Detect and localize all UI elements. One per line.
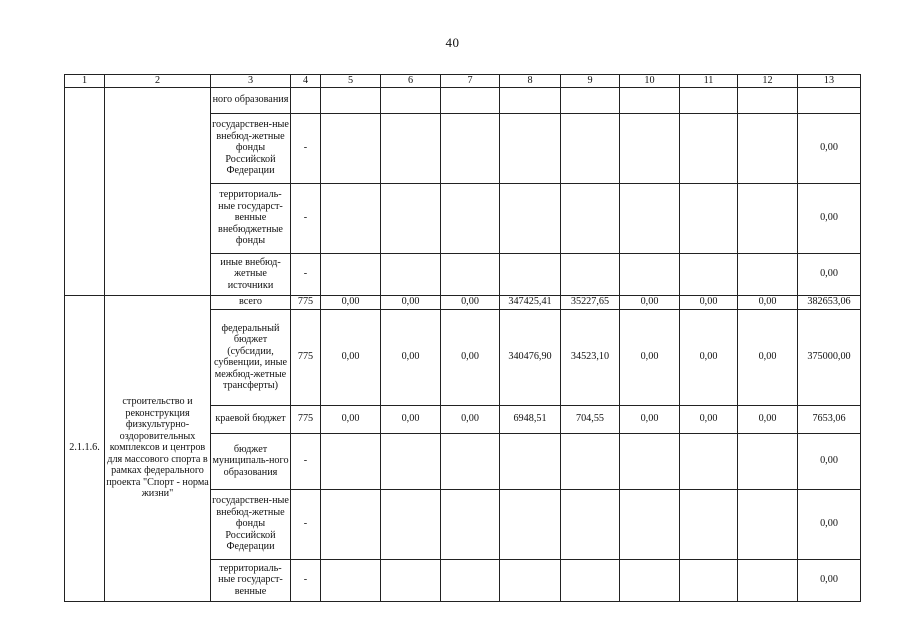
cell-c9 — [561, 489, 620, 559]
cell-c11 — [680, 113, 738, 183]
cell-c8 — [500, 253, 561, 295]
cell-c7 — [441, 87, 500, 113]
cell-c5 — [321, 253, 381, 295]
cell-c13: 0,00 — [798, 253, 861, 295]
column-header: 6 — [381, 75, 441, 88]
cell-c7 — [441, 489, 500, 559]
column-header: 8 — [500, 75, 561, 88]
cell-c8 — [500, 559, 561, 601]
column-header: 7 — [441, 75, 500, 88]
cell-c11 — [680, 489, 738, 559]
column-header: 5 — [321, 75, 381, 88]
cell-c13: 0,00 — [798, 489, 861, 559]
source-cell: бюджет муниципаль-ного образования — [211, 433, 291, 489]
cell-c8 — [500, 433, 561, 489]
cell-c12 — [738, 433, 798, 489]
column-header: 9 — [561, 75, 620, 88]
cell-c9 — [561, 87, 620, 113]
cell-c8: 340476,90 — [500, 309, 561, 405]
cell-c4 — [291, 87, 321, 113]
cell-c5 — [321, 433, 381, 489]
cell-c5 — [321, 559, 381, 601]
cell-c7 — [441, 433, 500, 489]
cell-c9 — [561, 253, 620, 295]
cell-c10: 0,00 — [620, 405, 680, 433]
cell-c9: 35227,65 — [561, 295, 620, 309]
title-cell-empty — [105, 87, 211, 295]
cell-c12 — [738, 183, 798, 253]
column-header: 12 — [738, 75, 798, 88]
cell-c5: 0,00 — [321, 405, 381, 433]
cell-c5 — [321, 87, 381, 113]
cell-c4: - — [291, 559, 321, 601]
source-cell: федеральный бюджет (субсидии, субвенции, иные межбюд-жетные трансферты) — [211, 309, 291, 405]
cell-c11 — [680, 559, 738, 601]
cell-c10 — [620, 433, 680, 489]
cell-c10 — [620, 113, 680, 183]
cell-c7 — [441, 253, 500, 295]
cell-c4: - — [291, 489, 321, 559]
cell-c13: 0,00 — [798, 113, 861, 183]
column-header: 13 — [798, 75, 861, 88]
cell-c4: 775 — [291, 405, 321, 433]
cell-c13: 375000,00 — [798, 309, 861, 405]
cell-c13: 7653,06 — [798, 405, 861, 433]
cell-c13: 0,00 — [798, 183, 861, 253]
cell-c9: 34523,10 — [561, 309, 620, 405]
cell-c5 — [321, 489, 381, 559]
table-row — [65, 295, 861, 309]
column-header: 11 — [680, 75, 738, 88]
cell-c11: 0,00 — [680, 405, 738, 433]
cell-c8 — [500, 113, 561, 183]
cell-c12: 0,00 — [738, 405, 798, 433]
cell-c12 — [738, 253, 798, 295]
cell-c5 — [321, 113, 381, 183]
cell-c9 — [561, 113, 620, 183]
cell-c7: 0,00 — [441, 405, 500, 433]
cell-c9: 704,55 — [561, 405, 620, 433]
cell-c6 — [381, 113, 441, 183]
source-cell: ного образования — [211, 87, 291, 113]
cell-c6 — [381, 559, 441, 601]
cell-c6 — [381, 253, 441, 295]
cell-c12: 0,00 — [738, 309, 798, 405]
cell-c4: - — [291, 433, 321, 489]
source-cell: иные внебюд-жетные источники — [211, 253, 291, 295]
cell-c5: 0,00 — [321, 295, 381, 309]
cell-c10 — [620, 87, 680, 113]
source-cell: государствен-ные внебюд-жетные фонды Российской Федерации — [211, 113, 291, 183]
cell-c8: 347425,41 — [500, 295, 561, 309]
cell-c4: - — [291, 183, 321, 253]
cell-c11: 0,00 — [680, 295, 738, 309]
cell-c12 — [738, 489, 798, 559]
cell-c4: 775 — [291, 309, 321, 405]
column-header: 4 — [291, 75, 321, 88]
column-header: 10 — [620, 75, 680, 88]
cell-c13: 0,00 — [798, 433, 861, 489]
cell-c5: 0,00 — [321, 309, 381, 405]
cell-c11 — [680, 87, 738, 113]
cell-c10 — [620, 253, 680, 295]
cell-c7 — [441, 183, 500, 253]
cell-c6 — [381, 489, 441, 559]
column-header: 1 — [65, 75, 105, 88]
cell-c11 — [680, 253, 738, 295]
cell-c9 — [561, 433, 620, 489]
column-header: 3 — [211, 75, 291, 88]
cell-c6 — [381, 87, 441, 113]
cell-c6: 0,00 — [381, 405, 441, 433]
cell-c8 — [500, 489, 561, 559]
cell-c9 — [561, 183, 620, 253]
cell-c7 — [441, 113, 500, 183]
source-cell: краевой бюджет — [211, 405, 291, 433]
cell-c4: - — [291, 253, 321, 295]
cell-c8 — [500, 183, 561, 253]
cell-c7: 0,00 — [441, 309, 500, 405]
cell-c4: - — [291, 113, 321, 183]
cell-c7: 0,00 — [441, 295, 500, 309]
cell-c6: 0,00 — [381, 295, 441, 309]
cell-c12 — [738, 87, 798, 113]
cell-c12: 0,00 — [738, 295, 798, 309]
source-cell: государствен-ные внебюд-жетные фонды Российской Федерации — [211, 489, 291, 559]
cell-c10 — [620, 183, 680, 253]
cell-c5 — [321, 183, 381, 253]
cell-c11 — [680, 183, 738, 253]
code-cell-empty — [65, 87, 105, 295]
source-cell: территориаль-ные государст-венные — [211, 559, 291, 601]
cell-c11 — [680, 433, 738, 489]
source-cell: всего — [211, 295, 291, 309]
column-header: 2 — [105, 75, 211, 88]
cell-c12 — [738, 559, 798, 601]
cell-c6 — [381, 183, 441, 253]
cell-c12 — [738, 113, 798, 183]
cell-c7 — [441, 559, 500, 601]
cell-c10: 0,00 — [620, 295, 680, 309]
cell-c8: 6948,51 — [500, 405, 561, 433]
cell-c6 — [381, 433, 441, 489]
cell-c4: 775 — [291, 295, 321, 309]
item-code: 2.1.1.6. — [65, 295, 105, 601]
header-row — [65, 75, 861, 88]
budget-table — [64, 74, 861, 602]
source-cell: территориаль-ные государст-венные внебюджетные фонды — [211, 183, 291, 253]
cell-c13 — [798, 87, 861, 113]
cell-c6: 0,00 — [381, 309, 441, 405]
cell-c13: 0,00 — [798, 559, 861, 601]
page-number: 40 — [445, 35, 460, 50]
cell-c10 — [620, 559, 680, 601]
cell-c9 — [561, 559, 620, 601]
cell-c10 — [620, 489, 680, 559]
cell-c11: 0,00 — [680, 309, 738, 405]
item-title: строительство и реконструкция физкультурно-оздоровительных комплексов и центров для массового спорта в рамках федерального проекта "Спорт - норма жизни" — [105, 295, 211, 601]
cell-c10: 0,00 — [620, 309, 680, 405]
cell-c13: 382653,06 — [798, 295, 861, 309]
cell-c8 — [500, 87, 561, 113]
table-row — [65, 87, 861, 113]
